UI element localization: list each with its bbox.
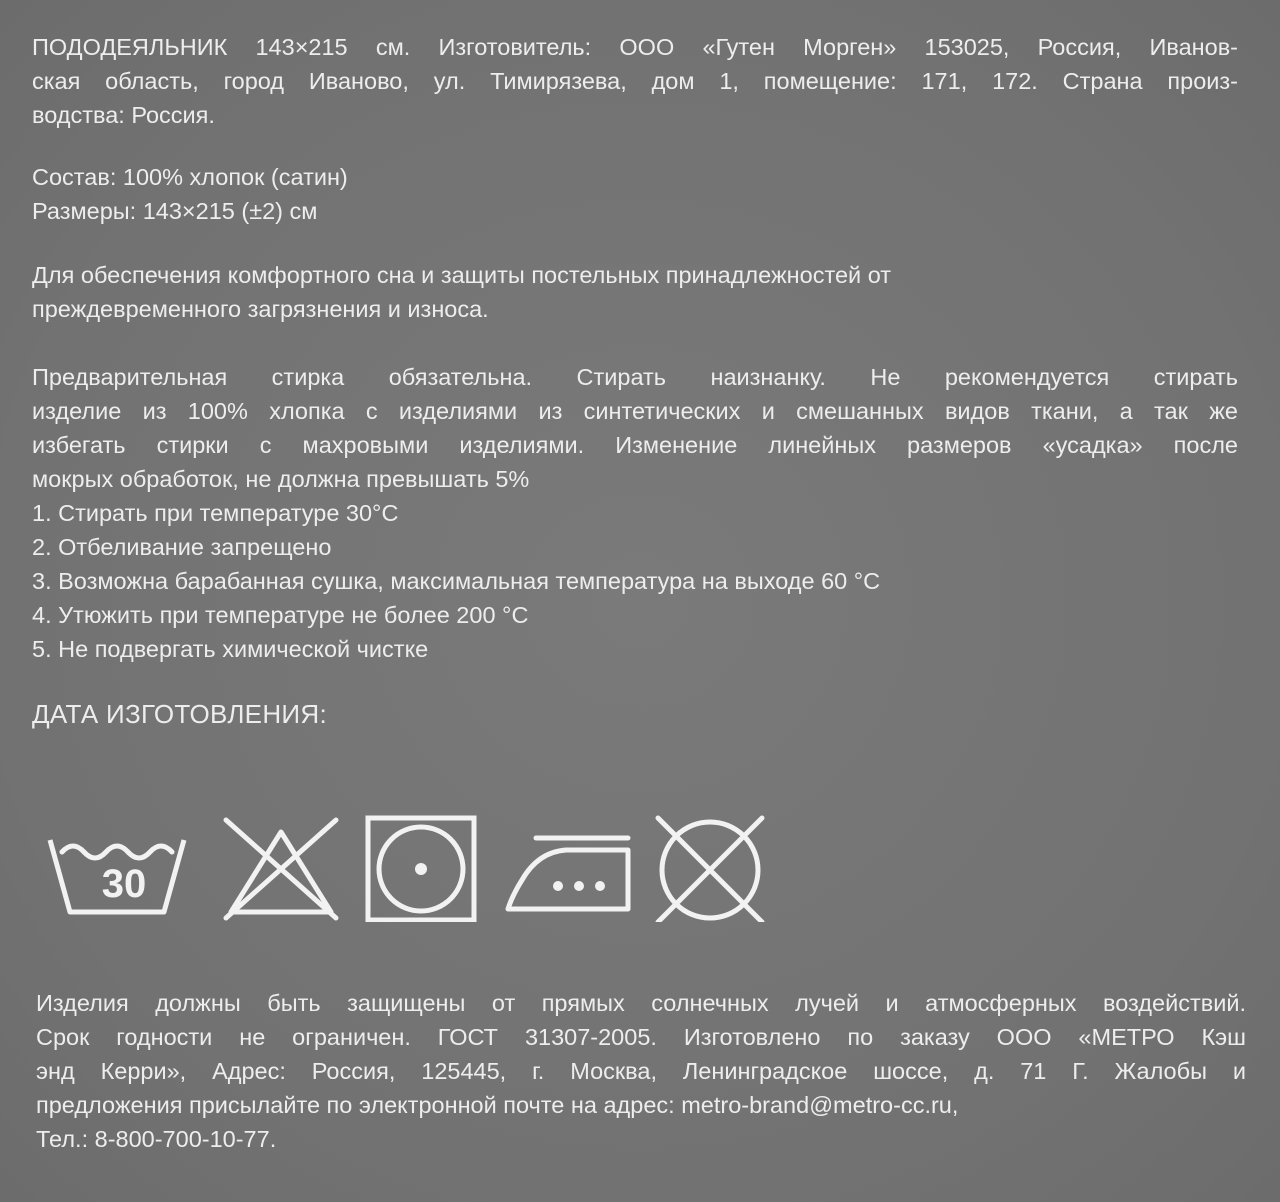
care-line-1: Предварительная стирка обязательна. Стирать наизнанку. Не рекомендуется стирать <box>32 364 1238 390</box>
footer-line-3: энд Керри», Адрес: Россия, 125445, г. Москва, Ленинградское шоссе, д. 71 Г. Жалобы и <box>36 1058 1246 1084</box>
care-line-2: изделие из 100% хлопка с изделиями из синтетических и смешанных видов ткани, а так же <box>32 398 1238 424</box>
manufacture-date-label: ДАТА ИЗГОТОВЛЕНИЯ: <box>32 699 327 729</box>
footer-line-4: предложения присылайте по электронной почте на адрес: metro-brand@metro-cc.ru, <box>36 1092 959 1118</box>
purpose-line-2: преждевременного загрязнения и износа. <box>32 296 489 322</box>
care-list-item: 4. Утюжить при температуре не более 200 °С <box>32 602 529 628</box>
purpose-paragraph <box>32 258 1238 326</box>
care-line-3: избегать стирки с махровыми изделиями. Изменение линейных размеров «усадка» после <box>32 432 1238 458</box>
care-list-item: 3. Возможна барабанная сушка, максимальная температура на выходе 60 °С <box>32 568 881 594</box>
care-list-item: 1. Стирать при температуре 30°С <box>32 500 399 526</box>
composition-material: Состав: 100% хлопок (сатин) <box>32 164 348 190</box>
no-bleach-icon <box>216 812 346 922</box>
footer-line-5: Тел.: 8-800-700-10-77. <box>36 1126 277 1152</box>
care-list-item: 2. Отбеливание запрещено <box>32 534 332 560</box>
header-line-1: ПОДОДЕЯЛЬНИК 143×215 см. Изготовитель: ООО «Гутен Морген» 153025, Россия, Иванов- <box>32 34 1238 60</box>
no-dry-clean-icon <box>650 812 770 922</box>
iron-medium-icon <box>500 812 638 922</box>
care-list-item: 5. Не подвергать химической чистке <box>32 636 429 662</box>
care-line-4: мокрых обработок, не должна превышать 5% <box>32 466 530 492</box>
tumble-dry-icon <box>362 812 480 922</box>
care-instructions <box>32 360 1238 666</box>
care-symbols-row <box>40 812 780 922</box>
wash-temperature-label: 30 <box>101 862 147 906</box>
header-line-3: водства: Россия. <box>32 102 215 128</box>
composition-size: Размеры: 143×215 (±2) см <box>32 198 318 224</box>
header-line-2: ская область, город Иваново, ул. Тимирязева, дом 1, помещение: 171, 172. Страна произ- <box>32 68 1238 94</box>
composition-block <box>32 160 1238 228</box>
footer-line-2: Срок годности не ограничен. ГОСТ 31307-2005. Изготовлено по заказу ООО «МЕТРО Кэш <box>36 1024 1246 1050</box>
footer-line-1: Изделия должны быть защищены от прямых солнечных лучей и атмосферных воздействий. <box>36 990 1246 1016</box>
footer-paragraph <box>36 986 1246 1156</box>
product-header-paragraph <box>32 30 1238 132</box>
purpose-line-1: Для обеспечения комфортного сна и защиты постельных принадлежностей от <box>32 262 892 288</box>
wash-30-icon <box>40 812 190 922</box>
